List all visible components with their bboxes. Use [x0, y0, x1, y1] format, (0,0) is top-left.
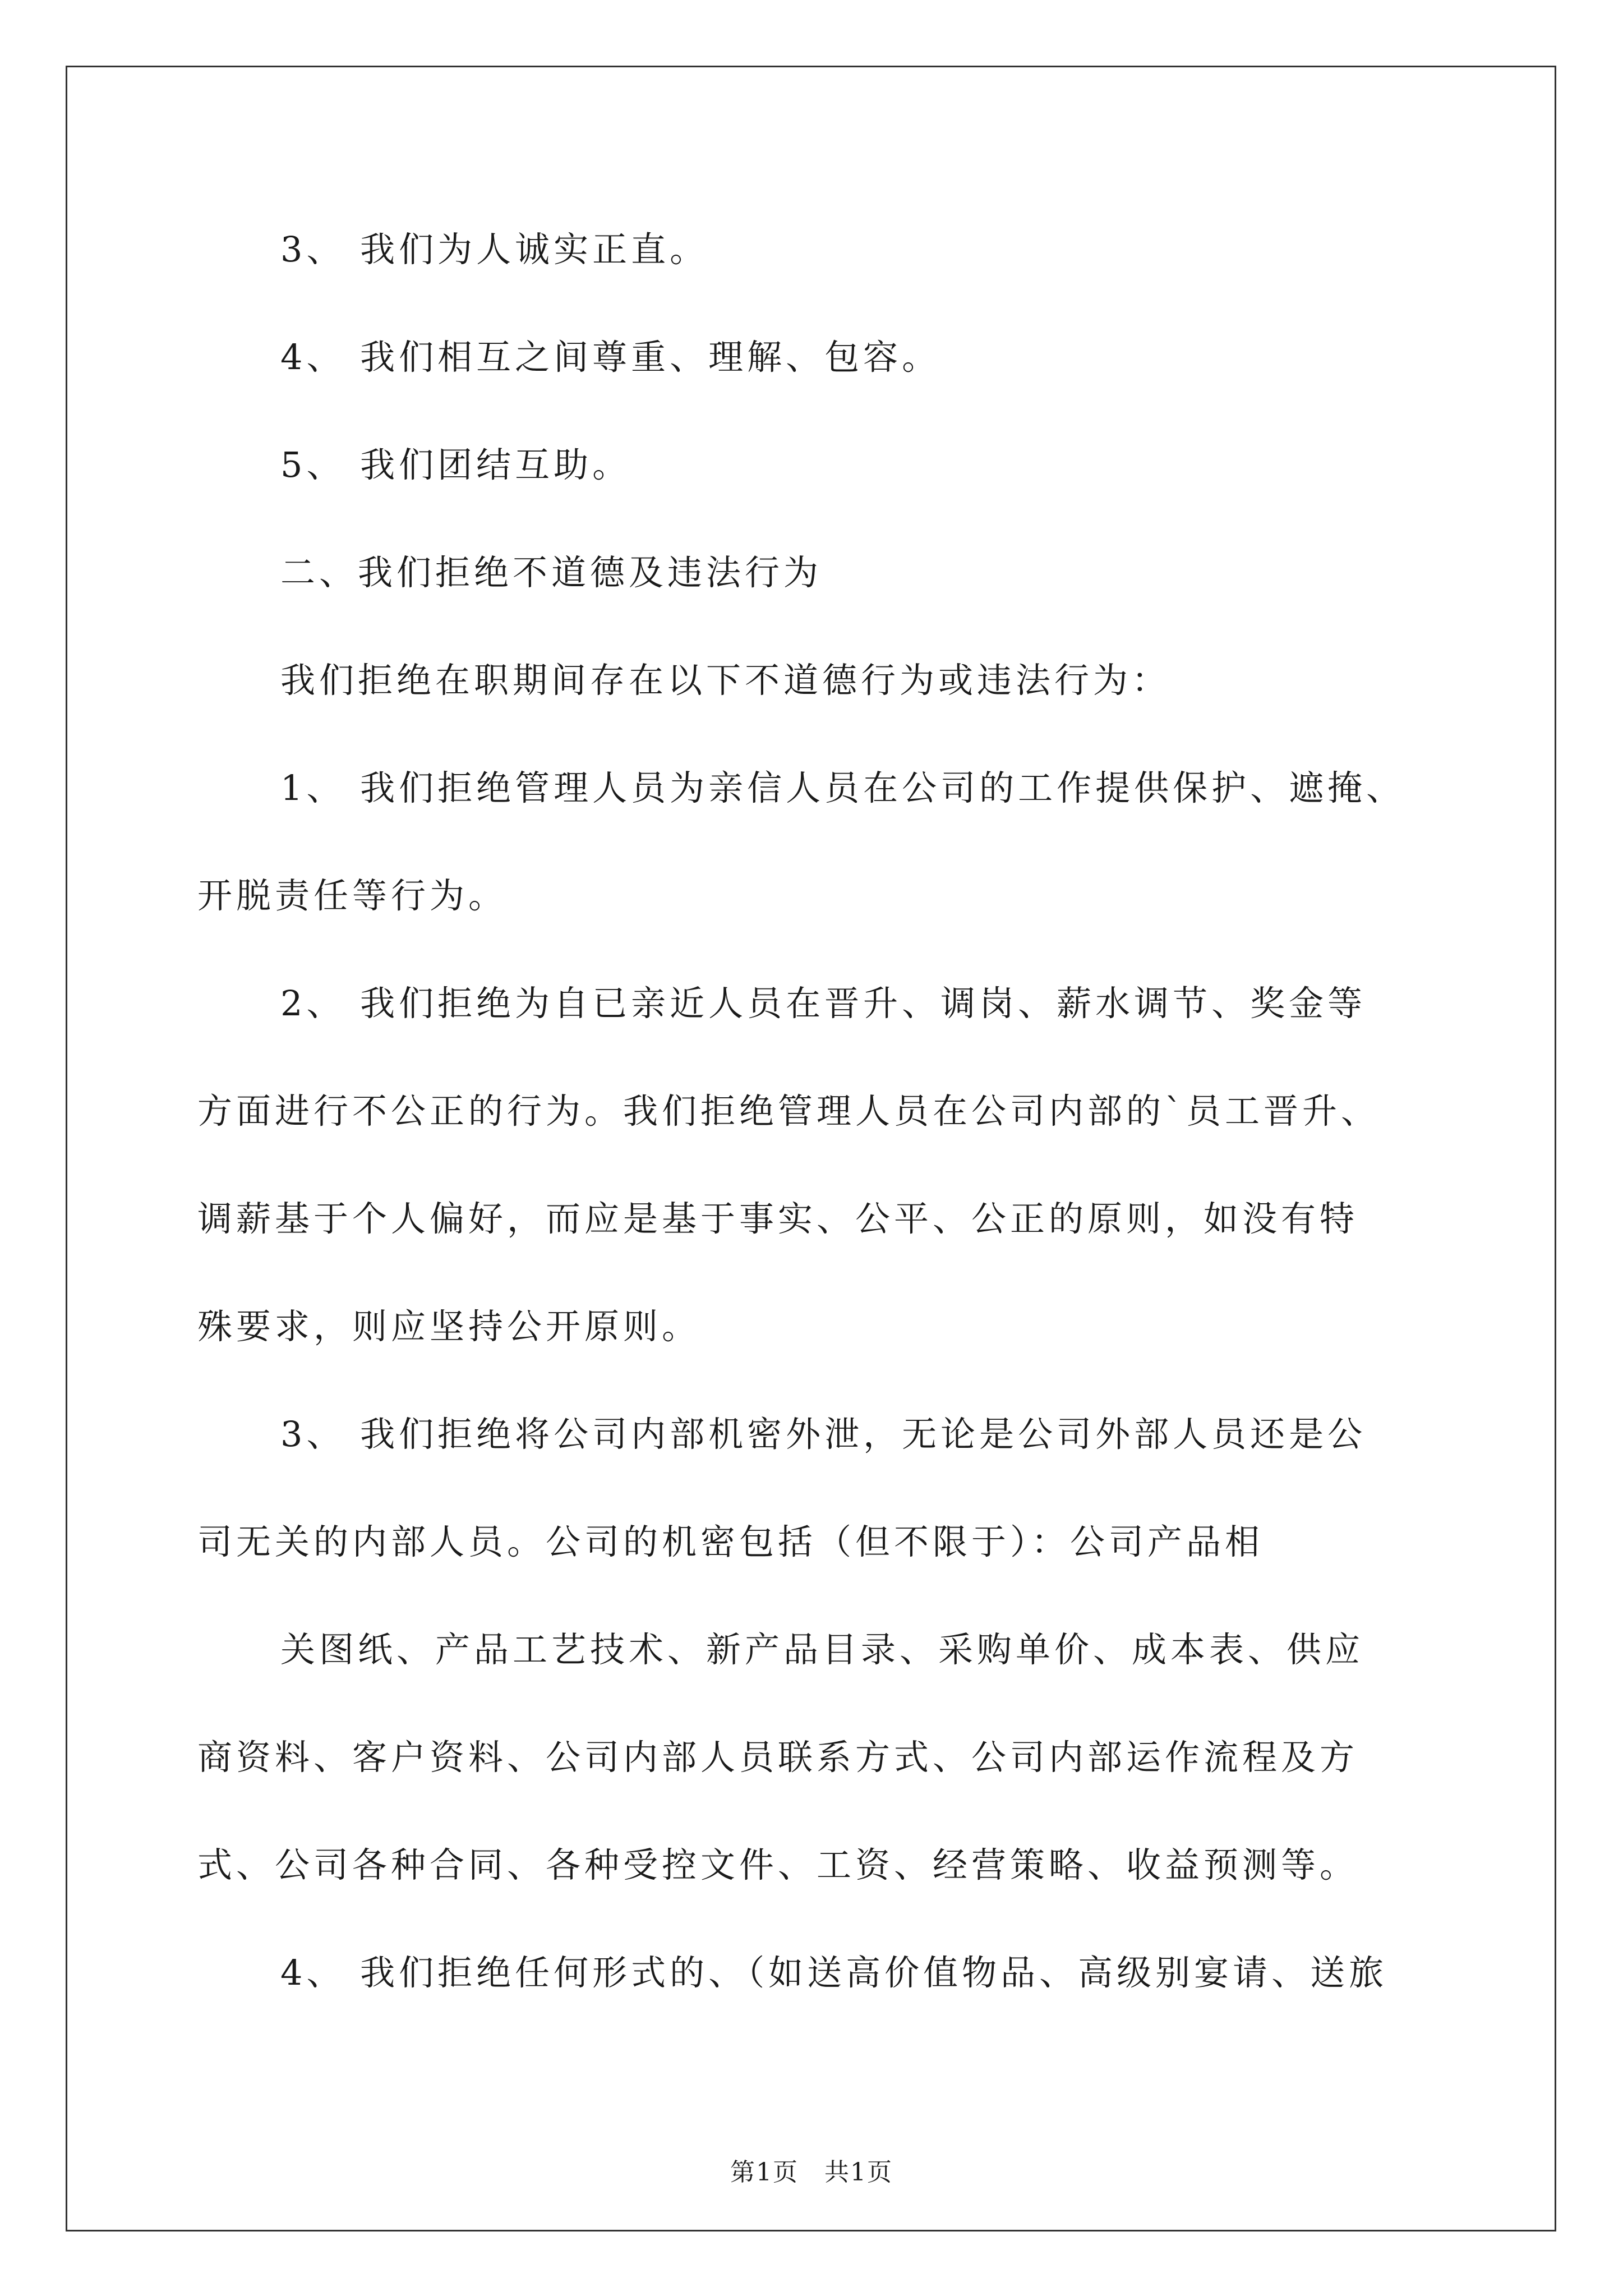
paragraph-line: 商资料、客户资料、公司内部人员联系方式、公司内部运作流程及方	[197, 1737, 1359, 1778]
paragraph-intro: 我们拒绝在职期间存在以下不道德行为或违法行为：	[280, 660, 1171, 701]
section-heading: 二、我们拒绝不道德及违法行为	[280, 552, 823, 593]
paragraph-line: 调薪基于个人偏好，而应是基于事实、公平、公正的原则，如没有特	[197, 1198, 1359, 1239]
paragraph-line: 开脱责任等行为。	[197, 875, 508, 916]
page-footer: 第1页 共1页	[730, 2158, 893, 2187]
paragraph-line: 殊要求，则应坚持公开原则。	[197, 1306, 701, 1347]
list-item-3: 3、 我们为人诚实正直。	[280, 229, 709, 270]
paragraph-line: 方面进行不公正的行为。我们拒绝管理人员在公司内部的`员工晋升、	[197, 1091, 1380, 1131]
list-item-5: 5、 我们团结互助。	[280, 444, 631, 485]
list-item-4: 4、 我们相互之间尊重、理解、包容。	[280, 337, 941, 378]
paragraph-line: 4、 我们拒绝任何形式的、（如送高价值物品、高级别宴请、送旅	[280, 1952, 1388, 1993]
paragraph-line: 式、公司各种合同、各种受控文件、工资、经营策略、收益预测等。	[197, 1844, 1359, 1885]
paragraph-line: 3、 我们拒绝将公司内部机密外泄，无论是公司外部人员还是公	[280, 1414, 1367, 1455]
paragraph-line: 1、 我们拒绝管理人员为亲信人员在公司的工作提供保护、遮掩、	[280, 767, 1405, 808]
paragraph-line: 司无关的内部人员。公司的机密包括（但不限于）：公司产品相	[197, 1521, 1264, 1562]
paragraph-line: 关图纸、产品工艺技术、新产品目录、采购单价、成本表、供应	[280, 1629, 1364, 1670]
paragraph-line: 2、 我们拒绝为自已亲近人员在晋升、调岗、薪水调节、奖金等	[280, 983, 1367, 1024]
page-border	[66, 66, 1556, 2231]
